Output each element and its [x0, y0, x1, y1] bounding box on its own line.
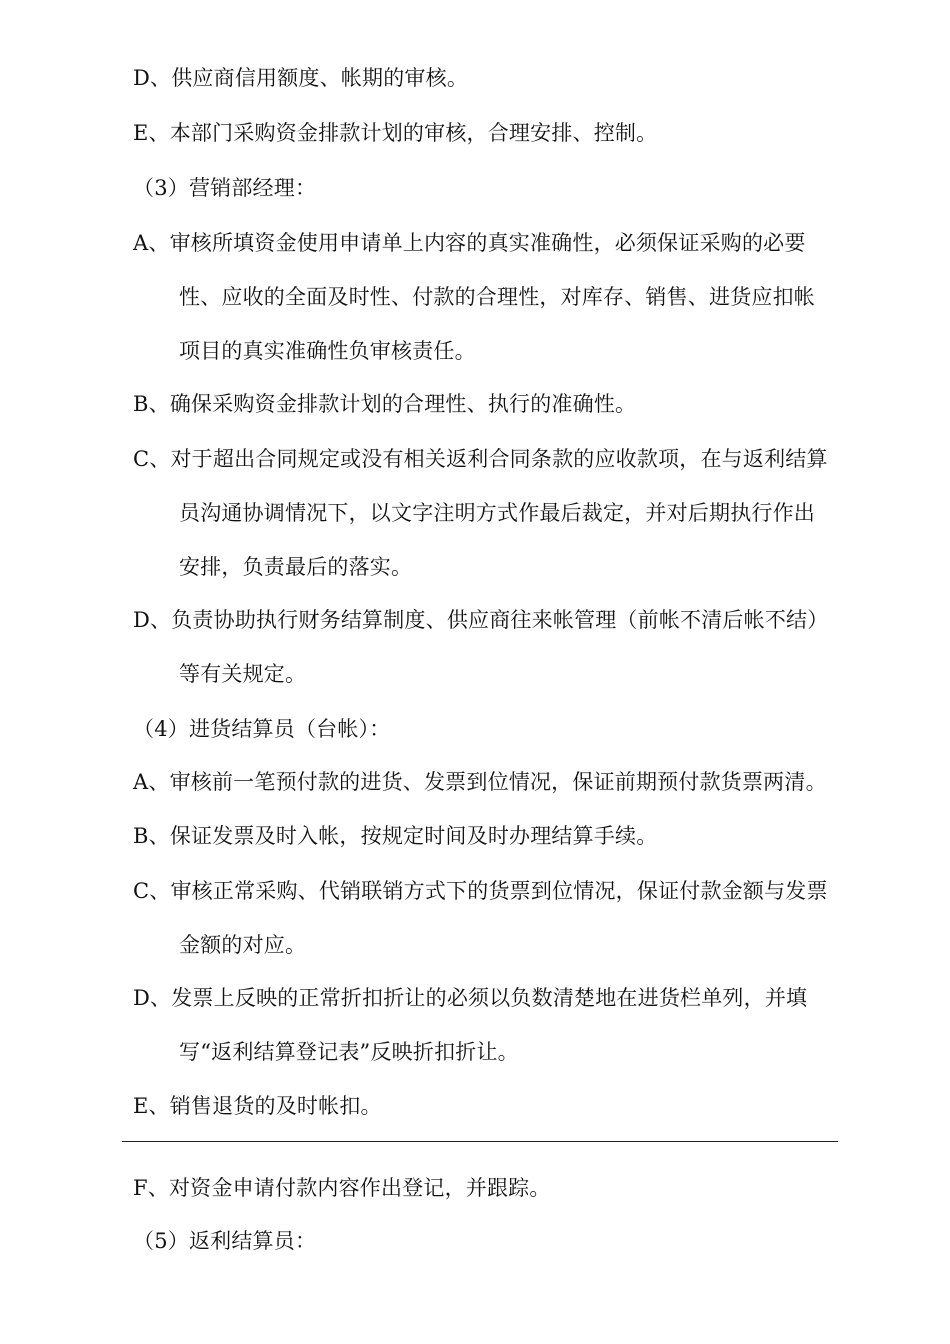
section-heading: （4）进货结算员（台帐）：	[133, 717, 391, 741]
text-line: 安排，负责最后的落实。	[179, 555, 413, 579]
section-heading: （5）返利结算员：	[133, 1229, 317, 1253]
text-line: 写“返利结算登记表”反映折扣折让。	[179, 1040, 519, 1064]
text-line: 项目的真实准确性负审核责任。	[179, 339, 476, 363]
text-line: D、发票上反映的正常折扣折让的必须以负数清楚地在进货栏单列，并填	[133, 986, 808, 1010]
text-line: C、对于超出合同规定或没有相关返利合同条款的应收款项，在与返利结算	[133, 447, 828, 471]
text-line: D、供应商信用额度、帐期的审核。	[133, 66, 469, 90]
text-line: D、负责协助执行财务结算制度、供应商往来帐管理（前帐不清后帐不结）	[133, 608, 829, 632]
text-line: F、对资金申请付款内容作出登记，并跟踪。	[133, 1176, 551, 1200]
text-line: A、审核前一笔预付款的进货、发票到位情况，保证前期预付款货票两清。	[133, 770, 827, 794]
text-line: B、确保采购资金排款计划的合理性、执行的准确性。	[133, 392, 637, 416]
section-heading: （3）营销部经理：	[133, 176, 317, 200]
text-line: 等有关规定。	[179, 662, 307, 686]
text-line: 性、应收的全面及时性、付款的合理性，对库存、销售、进货应扣帐	[179, 285, 815, 309]
text-line: 员沟通协调情况下，以文字注明方式作最后裁定，并对后期执行作出	[179, 501, 815, 525]
text-line: C、审核正常采购、代销联销方式下的货票到位情况，保证付款金额与发票	[133, 879, 828, 903]
text-line: A、审核所填资金使用申请单上内容的真实准确性，必须保证采购的必要	[133, 231, 806, 255]
text-line: B、保证发票及时入帐，按规定时间及时办理结算手续。	[133, 824, 658, 848]
text-line: E、本部门采购资金排款计划的审核，合理安排、控制。	[133, 121, 658, 145]
text-line: 金额的对应。	[179, 933, 307, 957]
horizontal-divider	[122, 1141, 838, 1142]
text-line: E、销售退货的及时帐扣。	[133, 1094, 382, 1118]
